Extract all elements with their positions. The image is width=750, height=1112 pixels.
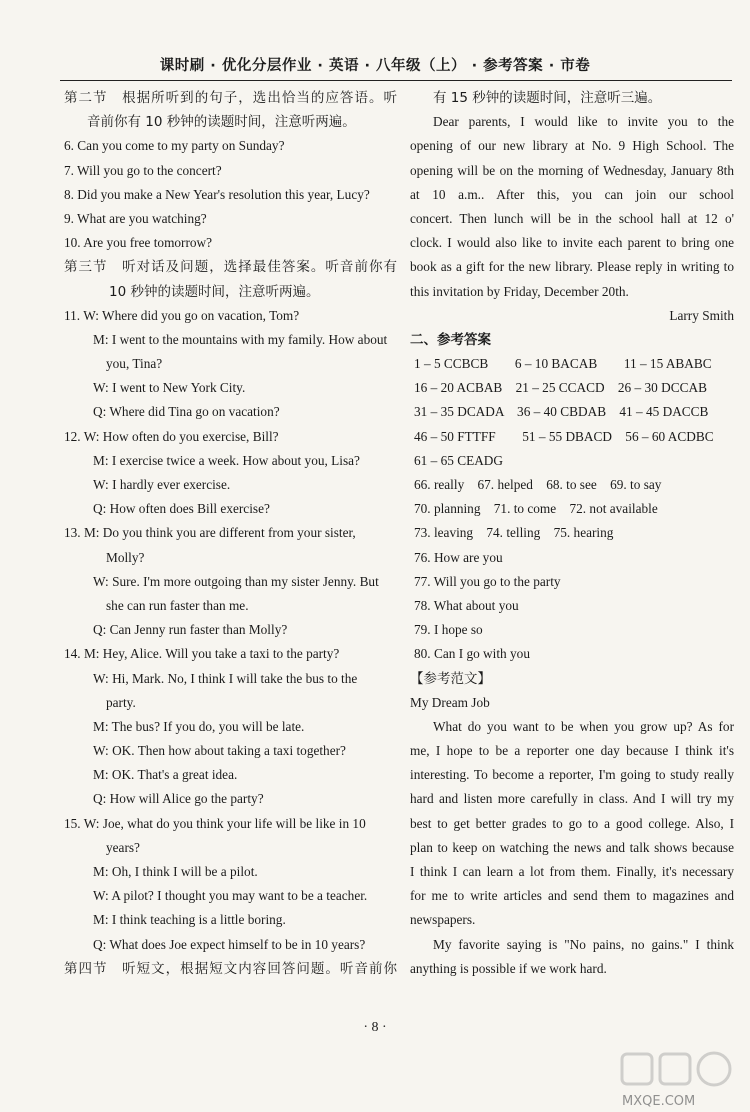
right-text-line: 有 15 秒钟的读题时间，注意听三遍。 <box>433 90 662 106</box>
left-text-line: W: Hi, Mark. No, I think I will take the bus to the <box>93 670 358 686</box>
left-text-line: Q: Where did Tina go on vacation? <box>93 404 280 420</box>
left-text-line: 6. Can you come to my party on Sunday? <box>64 138 285 154</box>
left-text-line: M: OK. That's a great idea. <box>93 767 238 783</box>
left-text-line: 10 秒钟的读题时间，注意听两遍。 <box>109 283 320 300</box>
right-text-line: at 10 a.m.. After this, you can join our school <box>410 186 734 202</box>
right-text-line: best to get better grades to go to a good college. Also, I <box>410 815 734 831</box>
left-text-line: W: I went to New York City. <box>93 380 246 396</box>
left-text-line: Q: Can Jenny run faster than Molly? <box>93 622 288 638</box>
page-header: 课时刷 · 优化分层作业 · 英语 · 八年级（上） · 参考答案 · 市卷 <box>159 58 591 74</box>
left-text-line: 12. W: How often do you exercise, Bill? <box>64 428 279 444</box>
right-text-line: 【参考范文】 <box>410 670 491 687</box>
left-text-line: M: I exercise twice a week. How about you, Lisa? <box>93 452 360 468</box>
right-text-line: 二、参考答案 <box>410 331 491 348</box>
right-column <box>410 86 734 981</box>
left-text-line: 14. M: Hey, Alice. Will you take a taxi to the party? <box>64 646 340 662</box>
left-text-line: M: The bus? If you do, you will be late. <box>93 718 305 734</box>
right-text-line: for me to write articles and send them to magazines and <box>410 888 734 904</box>
right-text-line: anything is possible if we work hard. <box>410 960 607 976</box>
left-text-line: Q: How often does Bill exercise? <box>93 501 270 517</box>
right-text-line: 76. How are you <box>414 549 503 565</box>
left-text-line: W: I hardly ever exercise. <box>93 477 231 492</box>
left-text-line: she can run faster than me. <box>106 597 249 613</box>
right-text-line: 31 – 35 DCADA 36 – 40 CBDAB 41 – 45 DACCB <box>414 404 709 420</box>
left-text-line: 8. Did you make a New Year's resolution this year, Lucy? <box>64 186 370 202</box>
left-text-line: 13. M: Do you think you are different from your sister, <box>64 525 356 541</box>
left-text-line: 第四节 听短文，根据短文内容回答问题。听音前你 <box>64 960 397 977</box>
right-text-line: 77. Will you go to the party <box>414 573 561 589</box>
right-text-line: 66. really 67. helped 68. to see 69. to say <box>414 477 662 492</box>
right-text-line: 78. What about you <box>414 597 519 613</box>
left-text-line: 第三节 听对话及问题，选择最佳答案。听音前你有 <box>64 259 397 276</box>
left-column <box>64 86 397 981</box>
right-text-line: Larry Smith <box>669 307 734 323</box>
left-text-line: years? <box>106 839 140 855</box>
right-text-line: 46 – 50 FTTFF 51 – 55 DBACD 56 – 60 ACDBC <box>414 428 714 444</box>
right-text-line: concert. Then lunch will be in the school hall at 12 o' <box>410 210 734 226</box>
left-text-line: 10. Are you free tomorrow? <box>64 235 213 251</box>
watermark-text: MXQE.COM <box>622 1094 696 1109</box>
left-text-line: Q: How will Alice go the party? <box>93 791 264 807</box>
left-text-line: M: Oh, I think I will be a pilot. <box>93 864 258 879</box>
right-text-line: plan to keep on watching the news and talk shows because <box>410 839 734 855</box>
left-text-line: Q: What does Joe expect himself to be in 10 years? <box>93 936 366 952</box>
left-text-line: party. <box>106 694 136 710</box>
right-text-line: 79. I hope so <box>414 622 483 638</box>
left-text-line: 第二节 根据所听到的句子，选出恰当的应答语。听 <box>64 90 397 106</box>
right-text-line: me, I hope to be a reporter one day because I think it's <box>410 743 734 759</box>
page-number: · 8 · <box>363 1020 387 1035</box>
left-text-line: you, Tina? <box>106 356 163 372</box>
left-text-line: M: I went to the mountains with my family. How about <box>93 331 388 347</box>
right-text-line: 80. Can I go with you <box>414 646 530 662</box>
right-text-line: opening of our new library at No. 9 High School. The <box>410 138 734 154</box>
right-text-line: 1 – 5 CCBCB 6 – 10 BACAB 11 – 15 ABABC <box>414 356 712 372</box>
right-text-line: hard and listen more carefully in class. And I will try my <box>410 791 734 807</box>
right-text-line: 61 – 65 CEADG <box>414 452 504 468</box>
left-text-line: Molly? <box>106 549 145 565</box>
right-text-line: My Dream Job <box>410 694 490 710</box>
right-text-line: My favorite saying is "No pains, no gains." I think <box>433 936 734 952</box>
left-text-line: W: OK. Then how about taking a taxi together? <box>93 743 346 759</box>
header-rule <box>60 80 732 81</box>
right-text-line: interesting. To become a reporter, I'm going to study really <box>410 767 734 783</box>
right-text-line: newspapers. <box>410 912 476 928</box>
right-text-line: What do you want to be when you grow up? As for <box>433 718 734 734</box>
right-text-line: 70. planning 71. to come 72. not available <box>414 501 658 517</box>
right-text-line: clock. I would also like to invite each parent to bring one <box>410 235 734 251</box>
right-text-line: book as a gift for the new library. Please reply in writing to <box>410 259 734 275</box>
left-text-line: 7. Will you go to the concert? <box>64 162 222 178</box>
left-text-line: 音前你有 10 秒钟的读题时间，注意听两遍。 <box>87 114 356 131</box>
right-text-line: 16 – 20 ACBAB 21 – 25 CCACD 26 – 30 DCCAB <box>414 380 707 396</box>
right-text-line: 73. leaving 74. telling 75. hearing <box>414 525 614 541</box>
left-text-line: M: I think teaching is a little boring. <box>93 912 286 928</box>
left-text-line: 11. W: Where did you go on vacation, Tom? <box>64 307 300 323</box>
right-text-line: opening will be on the morning of Wednesday, January 8th <box>410 162 734 178</box>
left-text-line: W: A pilot? I thought you may want to be a teacher. <box>93 888 368 904</box>
right-text-line: I think I can learn a lot from them. Finally, it's necessary <box>410 864 734 879</box>
right-text-line: this invitation by Friday, December 20th. <box>410 283 629 299</box>
left-text-line: W: Sure. I'm more outgoing than my sister Jenny. But <box>93 573 379 589</box>
right-text-line: Dear parents, I would like to invite you to the <box>433 114 734 130</box>
left-text-line: 15. W: Joe, what do you think your life will be like in 10 <box>64 815 366 831</box>
left-text-line: 9. What are you watching? <box>64 210 207 226</box>
